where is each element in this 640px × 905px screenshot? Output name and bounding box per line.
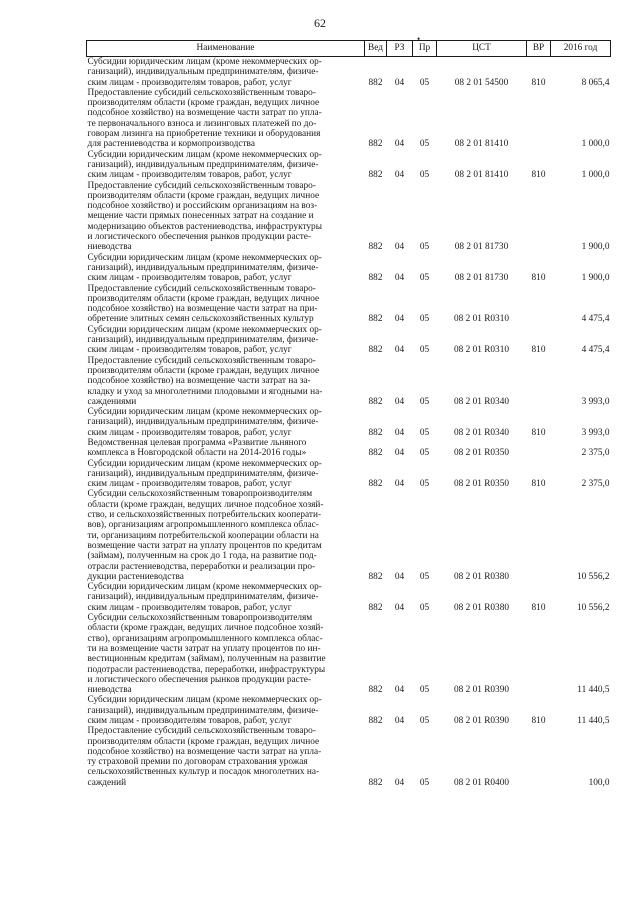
cell-cst: 08 2 01 R0310 (453, 345, 509, 356)
cell-ved: 882 (368, 242, 383, 253)
budget-table (86, 40, 611, 788)
row-name-line: ганизаций), индивидуальным предпринимателям, физиче- (87, 592, 319, 603)
cell-amount: 11 440,5 (577, 716, 610, 726)
cell-pr: 05 (419, 448, 430, 459)
cell-ved: 882 (368, 602, 383, 613)
row-name-line: ти, организациям потребительской кооперации области на (87, 530, 319, 541)
table-row (87, 150, 611, 181)
table-row (87, 57, 611, 88)
cell-vr (527, 489, 551, 582)
cell-pr: 05 (419, 427, 430, 438)
header-row (87, 41, 611, 57)
row-name-line: ским лицам - производителям товаров, работ, услуг (87, 602, 292, 613)
row-name-line: кладку и уход за многолетними плодовыми и ягодными на- (87, 386, 323, 397)
row-name (87, 459, 365, 490)
row-name-line: Субсидии юридическим лицам (кроме некоммерческих ор- (87, 149, 322, 160)
row-name-line: Ведомственная целевая программа «Развитие льняного (87, 437, 307, 448)
row-name-line: ганизаций), индивидуальным предпринимателям, физиче- (87, 335, 319, 346)
row-name-line: дукции растениеводства (87, 571, 184, 582)
cell-cst: 08 2 01 54500 (454, 77, 509, 88)
row-name-line: Субсидии юридическим лицам (кроме некоммерческих ор- (87, 57, 322, 67)
cell-ved: 882 (368, 345, 383, 356)
cell-cst: 08 2 01 R0310 (453, 314, 509, 325)
row-name-line: производителям области (кроме граждан, ведущих личное (87, 365, 320, 376)
row-name (87, 726, 365, 788)
row-name-line: ство), организациям агропромышленного комплекса облас- (87, 633, 323, 644)
table-row (87, 695, 611, 726)
row-name-line: Субсидии сельскохозяйственным товаропроизводителям (87, 489, 313, 500)
row-name (87, 582, 365, 613)
cell-ved: 882 (368, 314, 383, 325)
cell-cst: 08 2 01 R0350 (453, 448, 509, 459)
table-row (87, 726, 611, 788)
cell-vr (527, 284, 551, 325)
cell-amount: 3 993,0 (581, 427, 610, 438)
cell-pr: 05 (419, 77, 430, 88)
cell-pr: 05 (419, 571, 430, 582)
cell-cst: 08 2 01 R0380 (453, 571, 509, 582)
cell-pr: 05 (419, 479, 430, 490)
cell-pr: 05 (419, 273, 430, 284)
cell-amount: 1 900,0 (581, 273, 610, 284)
cell-vr: 810 (531, 273, 546, 284)
row-name-line: Предоставление субсидий сельскохозяйственным товаро- (87, 355, 316, 366)
row-name-line: Субсидии юридическим лицам (кроме некоммерческих ор- (87, 582, 322, 593)
table-row (87, 459, 611, 490)
row-name-line: комплекса в Новгородской области на 2014-2016 годы» (87, 448, 307, 459)
row-name-line: производителям области (кроме граждан, ведущих личное (87, 736, 320, 747)
cell-amount: 10 556,2 (576, 602, 610, 613)
row-name-line: вов), организациям агропромышленного комплекса облас- (87, 520, 319, 531)
table-row (87, 613, 611, 695)
cell-ved: 882 (368, 427, 383, 438)
header-cst: ЦСТ (437, 41, 527, 57)
row-name (87, 407, 365, 438)
cell-amount: 3 993,0 (581, 396, 610, 407)
cell-rz: 04 (394, 139, 405, 150)
cell-ved: 882 (368, 777, 383, 788)
header-pr: Пр (413, 41, 437, 57)
row-name-line: мещение части прямых понесенных затрат на создание и (87, 211, 314, 222)
cell-cst: 08 2 01 81730 (454, 273, 509, 284)
cell-vr (527, 88, 551, 150)
row-name-line: и логистического обеспечения рынков продукции расте- (87, 232, 312, 243)
cell-vr: 810 (531, 716, 546, 726)
cell-ved: 882 (368, 170, 383, 181)
row-name-line: ским лицам - производителям товаров, работ, услуг (87, 345, 292, 356)
cell-pr: 05 (419, 396, 430, 407)
table-row (87, 253, 611, 284)
cell-cst: 08 2 01 81730 (454, 242, 509, 253)
cell-amount: 4 475,4 (581, 314, 610, 325)
row-name (87, 695, 365, 726)
row-name-line: те первоначального взноса и лизинговых платежей по до- (87, 118, 317, 129)
row-name-line: ниеводства (87, 685, 132, 696)
table-row (87, 407, 611, 438)
cell-vr (527, 726, 551, 788)
row-name-line: ганизаций), индивидуальным предпринимателям, физиче- (87, 262, 319, 273)
cell-ved: 882 (368, 273, 383, 284)
row-name-line: ниеводства (87, 242, 132, 253)
table-row (87, 582, 611, 613)
row-name-line: Субсидии юридическим лицам (кроме некоммерческих ор- (87, 252, 322, 263)
row-name-line: Предоставление субсидий сельскохозяйственным товаро- (87, 180, 316, 191)
cell-cst: 08 2 01 R0400 (453, 777, 509, 788)
cell-pr: 05 (419, 170, 430, 181)
row-name-line: Субсидии сельскохозяйственным товаропроизводителям (87, 613, 313, 624)
header-name: Наименование (87, 41, 365, 57)
cell-vr: 810 (531, 602, 546, 613)
cell-rz: 04 (394, 448, 405, 459)
row-name-line: Предоставление субсидий сельскохозяйственным товаро- (87, 87, 316, 98)
table-body (87, 57, 611, 789)
cell-vr (527, 181, 551, 253)
cell-cst: 08 2 01 R0390 (453, 685, 509, 696)
row-name-line: ство, и сельскохозяйственных потребительских кооперати- (87, 510, 322, 521)
row-name-line: саждениями (87, 396, 137, 407)
cell-cst: 08 2 01 81410 (454, 170, 509, 181)
row-name-line: возмещение части затрат на уплату процентов по кредитам (87, 540, 322, 551)
row-name-line: ганизаций), индивидуальным предпринимателям, физиче- (87, 417, 319, 428)
cell-vr (527, 438, 551, 459)
row-name-line: ским лицам - производителям товаров, работ, услуг (87, 479, 292, 490)
table-row (87, 325, 611, 356)
row-name (87, 88, 365, 150)
cell-vr: 810 (531, 345, 546, 356)
page-mark: • (417, 34, 421, 44)
row-name-line: Субсидии юридическим лицам (кроме некоммерческих ор- (87, 695, 322, 706)
row-name-line: саждений (87, 777, 127, 788)
row-name-line: ти на возмещение части затрат на уплату процентов по ин- (87, 643, 321, 654)
cell-amount: 10 556,2 (576, 571, 610, 582)
cell-vr: 810 (531, 77, 546, 88)
cell-amount: 1 000,0 (581, 139, 610, 150)
row-name (87, 253, 365, 284)
row-name-line: вестиционным кредитам (займам), полученным на развитие (87, 654, 326, 665)
cell-pr: 05 (419, 314, 430, 325)
row-name-line: области (кроме граждан, ведущих личное подсобное хозяй- (87, 623, 324, 634)
table-row (87, 356, 611, 407)
row-name-line: подсобное хозяйство) и российским организациям на воз- (87, 201, 318, 212)
row-name-line: области (кроме граждан, ведущих личное подсобное хозяй- (87, 499, 324, 510)
row-name-line: ганизаций), индивидуальным предпринимателям, физиче- (87, 468, 319, 479)
cell-amount: 2 375,0 (581, 448, 610, 459)
row-name (87, 150, 365, 181)
row-name-line: Предоставление субсидий сельскохозяйственным товаро- (87, 283, 316, 294)
row-name-line: (займам), полученным на срок до 1 года, на развитие под- (87, 551, 317, 562)
cell-vr (527, 613, 551, 695)
row-name (87, 325, 365, 356)
row-name-line: ту страховой премии по договорам страхования урожая (87, 757, 308, 768)
cell-pr: 05 (419, 139, 430, 150)
cell-pr: 05 (419, 716, 430, 726)
cell-rz: 04 (394, 396, 405, 407)
page-number: 62 (314, 16, 326, 30)
cell-ved: 882 (368, 571, 383, 582)
row-name-line: подсобное хозяйство) на возмещение части затрат по упла- (87, 108, 322, 119)
cell-cst: 08 2 01 R0390 (453, 716, 509, 726)
cell-rz: 04 (394, 777, 405, 788)
row-name (87, 438, 365, 459)
row-name-line: Предоставление субсидий сельскохозяйственным товаро- (87, 726, 316, 737)
row-name-line: ским лицам - производителям товаров, работ, услуг (87, 427, 292, 438)
cell-ved: 882 (368, 685, 383, 696)
cell-rz: 04 (394, 716, 405, 726)
row-name-line: ским лицам - производителям товаров, работ, услуг (87, 170, 292, 181)
cell-ved: 882 (368, 716, 383, 726)
cell-amount: 8 065,4 (581, 77, 610, 88)
cell-vr: 810 (531, 479, 546, 490)
row-name (87, 57, 365, 88)
table-row (87, 284, 611, 325)
cell-amount: 1 900,0 (581, 242, 610, 253)
header-year: 2016 год (551, 41, 611, 57)
row-name-line: подсобное хозяйство) на возмещение части затрат на при- (87, 304, 318, 315)
table-row (87, 489, 611, 582)
header-ved: Вед (365, 41, 387, 57)
row-name (87, 356, 365, 407)
cell-vr: 810 (531, 170, 546, 181)
table-row (87, 181, 611, 253)
row-name-line: ганизаций), индивидуальным предпринимателям, физиче- (87, 67, 319, 78)
cell-rz: 04 (394, 685, 405, 696)
cell-rz: 04 (394, 479, 405, 490)
cell-ved: 882 (368, 448, 383, 459)
cell-amount: 100,0 (588, 777, 610, 788)
row-name-line: отрасли растениеводства, переработки и реализации про- (87, 561, 316, 572)
cell-pr: 05 (419, 602, 430, 613)
row-name-line: подсобное хозяйство) на возмещение части затрат на упла- (87, 746, 322, 757)
row-name-line: подсобное хозяйство) на возмещение части затрат на за- (87, 376, 311, 387)
row-name-line: Субсидии юридическим лицам (кроме некоммерческих ор- (87, 324, 322, 335)
cell-cst: 08 2 01 R0350 (453, 479, 509, 490)
row-name-line: производителям области (кроме граждан, ведущих личное (87, 293, 320, 304)
table-header (87, 41, 611, 57)
row-name-line: модернизацию объектов растениеводства, инфраструктуры (87, 221, 322, 232)
cell-cst: 08 2 01 R0340 (453, 427, 509, 438)
row-name-line: для растениеводства и кормопроизводства (87, 139, 255, 150)
cell-amount: 4 475,4 (581, 345, 610, 356)
cell-amount: 11 440,5 (577, 685, 610, 696)
cell-vr: 810 (531, 427, 546, 438)
cell-rz: 04 (394, 77, 405, 88)
row-name-line: ганизаций), индивидуальным предпринимателям, физиче- (87, 705, 319, 716)
row-name-line: производителям области (кроме граждан, ведущих личное (87, 190, 320, 201)
cell-ved: 882 (368, 77, 383, 88)
cell-rz: 04 (394, 427, 405, 438)
cell-vr (527, 356, 551, 407)
cell-rz: 04 (394, 273, 405, 284)
cell-pr: 05 (419, 345, 430, 356)
table-row (87, 88, 611, 150)
row-name-line: подотрасли растениеводства, переработки, инфраструктуры (87, 664, 326, 675)
cell-ved: 882 (368, 479, 383, 490)
cell-rz: 04 (394, 602, 405, 613)
cell-pr: 05 (419, 685, 430, 696)
cell-amount: 1 000,0 (581, 170, 610, 181)
row-name-line: Субсидии юридическим лицам (кроме некоммерческих ор- (87, 458, 322, 469)
cell-rz: 04 (394, 571, 405, 582)
cell-rz: 04 (394, 345, 405, 356)
row-name (87, 489, 365, 582)
cell-cst: 08 2 01 81410 (454, 139, 509, 150)
row-name-line: ским лицам - производителям товаров, работ, услуг (87, 716, 292, 726)
table-row (87, 438, 611, 459)
row-name-line: производителям области (кроме граждан, ведущих личное (87, 98, 320, 109)
row-name-line: Субсидии юридическим лицам (кроме некоммерческих ор- (87, 407, 322, 418)
cell-cst: 08 2 01 R0340 (453, 396, 509, 407)
header-vr: ВР (527, 41, 551, 57)
header-rz: РЗ (387, 41, 413, 57)
cell-amount: 2 375,0 (581, 479, 610, 490)
row-name (87, 181, 365, 253)
cell-pr: 05 (419, 777, 430, 788)
cell-ved: 882 (368, 139, 383, 150)
row-name-line: ским лицам - производителям товаров, работ, услуг (87, 77, 292, 88)
cell-ved: 882 (368, 396, 383, 407)
row-name-line: обретение элитных семян сельскохозяйственных культур (87, 314, 314, 325)
cell-rz: 04 (394, 242, 405, 253)
row-name-line: и логистического обеспечения рынков продукции расте- (87, 674, 312, 685)
row-name (87, 284, 365, 325)
row-name-line: ским лицам - производителям товаров, работ, услуг (87, 273, 292, 284)
cell-rz: 04 (394, 170, 405, 181)
row-name-line: ганизаций), индивидуальным предпринимателям, физиче- (87, 159, 319, 170)
row-name (87, 613, 365, 695)
row-name-line: сельскохозяйственных культур и посадок многолетних на- (87, 767, 320, 778)
cell-cst: 08 2 01 R0380 (453, 602, 509, 613)
cell-pr: 05 (419, 242, 430, 253)
row-name-line: говорам лизинга на приобретение техники и оборудования (87, 129, 321, 140)
cell-rz: 04 (394, 314, 405, 325)
